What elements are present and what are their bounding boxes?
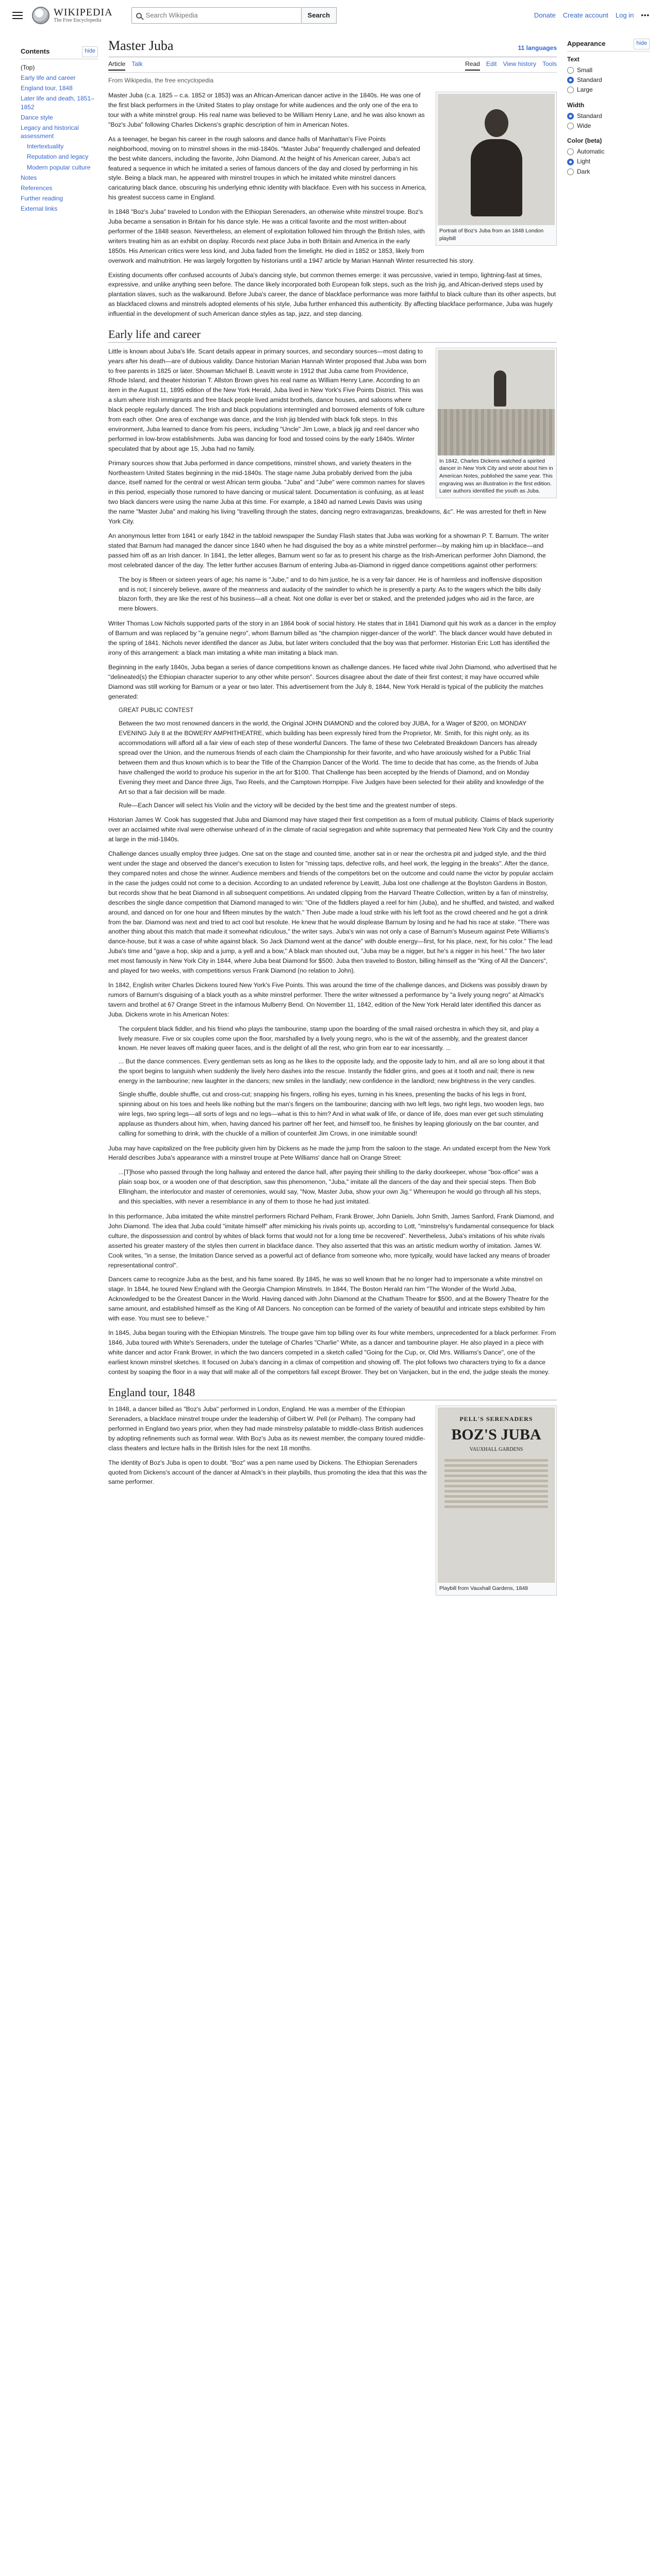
donate-link[interactable]: Donate bbox=[534, 11, 556, 19]
toc-item[interactable]: Reputation and legacy bbox=[27, 153, 89, 161]
toc-item[interactable]: Legacy and historical assessment bbox=[21, 124, 79, 140]
search-form bbox=[131, 7, 337, 24]
body-paragraph: An anonymous letter from 1841 or early 1842 in the tabloid newspaper the Sunday Flash states that Juba was working for a showman P. T. Barnum. The writer stated that Barnum had managed the dancer since 1840 when he had disguised the boy as a white minstrel performer—by making him up in blackface—and passed him off as an Irish dancer. In 1841, the letter alleges, Barnum went so far as to present his charge as the Irish-American performer John Diamond, the most celebrated dancer of the day. The letter further accuses Barnum of entering Juba-as-Diamond in rigged dance competitions against other performers: bbox=[108, 532, 549, 569]
text-size-label: Text bbox=[567, 55, 580, 63]
intro-paragraph: Existing documents offer confused accounts of Juba's dancing style, but common themes emerge: it was percussive, varied in tempo, lightning-fast at times, expressive, and unlike anything seen before. The dance likely incorporated both European folk steps, such as the Irish jig, and African-derived steps used by plantation slaves, such as the walkaround. Before Juba's career, the dance of blackface performance was more faithful to black culture than its other aspects, but as blackfaced clowns and minstrels adopted elements of his style, Juba further enhanced this authenticity. By affecting blackface performance, Juba was hugely influential in the development of such American dance styles as tap, jazz, and step dancing. bbox=[108, 271, 556, 318]
body-paragraph: Beginning in the early 1840s, Juba began a series of dance competitions known as challenge dances. He faced white rival John Diamond, who advertised that he "delineated(s) the Ethiopian character superior to any other white person". Sources disagree about the date of their first contest; it may have occurred while Diamond was still working for Barnum or a year or two later. This advertisement from the July 8, 1844, New York Herald is typical of the publicity the matches generated: bbox=[108, 663, 557, 700]
globe-icon bbox=[32, 7, 49, 24]
width-option[interactable] bbox=[567, 111, 650, 121]
width-option-label: Wide bbox=[577, 122, 591, 129]
poster-line-3: VAUXHALL GARDENS bbox=[469, 1447, 523, 1453]
blockquote-herald bbox=[119, 1167, 547, 1207]
toc-item[interactable]: Later life and death, 1851–1852 bbox=[21, 95, 94, 111]
body-paragraph: Writer Thomas Low Nichols supported parts of the story in an 1864 book of social history. He states that in 1841 Diamond quit his work as a dancer in the employ of Barnum and was replaced by "a genuine negro", whom Barnum billed as "the champion nigger-dancer of the world". The black dancer would have debuted in the spring of 1841. Nichols never identified the dancer as Juba, but later writers concluded that the boy was that performer. Historian Eric Lott has identified the irony of this arrangement: a black man imitating a white man imitating a black man. bbox=[108, 620, 556, 656]
body-paragraph: Little is known about Juba's life. Scant details appear in primary sources, and secondary sources—most dating to years after his death—are of dubious validity. Dance historian Marian Hannah Winter proposed that Juba was born to free parents in 1825 or later. Showman Michael B. Leavitt wrote in 1912 that Juba came from Providence, Rhode Island, and theater historian T. Allston Brown gives his real name as William Henry Lane. According to an item in the August 11, 1895 edition of the New York Herald, Juba lived in New York's Five Points District. This was a slum where Irish immigrants and free black people lived amidst brothels, dance houses, and saloons where black people regularly danced. The Irish and black populations intermingled and borrowed elements of folk culture from each other. One area of exchange was dance, and the Irish jig blended with black folk steps. In this environment, Juba learned to dance from his peers, including "Uncle" Jim Lowe, a black jig and reel dancer who performed in low-brow establishments. Juba was dancing for food and tossed coins by the early 1840s. Winter speculated that by about age 15, Juba had no family. bbox=[108, 347, 426, 452]
portrait-image[interactable] bbox=[438, 94, 555, 225]
body-paragraph: In 1848, a dancer billed as "Boz's Juba" performed in London, England. He was a member of the Ethiopian Serenaders, a blackface minstrel troupe under the leadership of Gilbert W. Pell (or Pelham). The company had performed in England two years prior, when they had made minstrelsy palatable to middle-class British audiences by adopting refinements such as formal wear. With Boz's Juba as its newest member, the company toured middle-class theaters and lecture halls in the British Isles for the next 18 months. bbox=[108, 1405, 425, 1452]
dickens-figure bbox=[436, 348, 557, 498]
create-account-link[interactable]: Create account bbox=[562, 11, 608, 19]
color-option-label: Light bbox=[577, 158, 591, 165]
toc-item[interactable]: Early life and career bbox=[21, 74, 76, 81]
width-label: Width bbox=[567, 101, 585, 109]
table-of-contents bbox=[21, 46, 98, 214]
more-options-icon[interactable]: ••• bbox=[641, 11, 650, 19]
logo-tagline: The Free Encyclopedia bbox=[54, 18, 102, 23]
main-menu-icon[interactable] bbox=[12, 12, 23, 19]
section-heading-early-life: Early life and career bbox=[108, 327, 557, 343]
toc-item[interactable]: Intertextuality bbox=[27, 143, 64, 150]
toc-item[interactable]: Dance style bbox=[21, 113, 53, 121]
radio-icon[interactable] bbox=[567, 168, 574, 175]
languages-button[interactable]: 11 languages bbox=[518, 44, 557, 52]
engraving-caption: In 1842, Charles Dickens watched a spirited dancer in New York City and wrote about him in American Notes, published the same year. This engraving was an illustration in the first edition. Later authors identified the youth as Juba. bbox=[439, 457, 553, 495]
quote-text: The boy is fifteen or sixteen years of age; his name is "Jube," and to do him justice, he is a very fair dancer. He is of harmless and inoffensive disposition and is not; I sincerely believe, aware of the meanness and audacity of the swindler to which he is presently a party. As to the wagers which the bills daily blazon forth, they are like the rest of his business—all a cheat. Not one dollar is ever bet or staked, and the pretended judges who aid in the farce, are mere blowers. bbox=[119, 575, 542, 613]
tab-article[interactable]: Article bbox=[108, 59, 125, 71]
search-button[interactable]: Search bbox=[302, 7, 337, 24]
blockquote-contest bbox=[119, 706, 547, 810]
text-size-option[interactable] bbox=[567, 85, 650, 95]
radio-icon[interactable] bbox=[567, 123, 574, 129]
playbill-image[interactable] bbox=[438, 1408, 555, 1583]
tab-talk[interactable]: Talk bbox=[131, 60, 143, 67]
toc-item[interactable]: (Top) bbox=[21, 63, 35, 71]
text-size-option-label: Large bbox=[577, 86, 593, 94]
site-sub: From Wikipedia, the free encyclopedia bbox=[108, 76, 214, 84]
intro-paragraph: Master Juba (c.a. 1825 – c.a. 1852 or 1853) was an African-American dancer active in the 1840s. He was one of the first black performers in the United States to play onstage for white audiences and the only one of the era to tour with a white minstrel group. His real name was believed to be William Henry Lane, and he was also known as "Boz's Juba" following Charles Dickens's graphic description of him in American Notes. bbox=[108, 92, 425, 128]
wikipedia-logo[interactable] bbox=[32, 7, 113, 24]
page-title-row bbox=[108, 37, 557, 57]
poster-line-2: BOZ'S JUBA bbox=[451, 1426, 541, 1444]
body-paragraph: Juba may have capitalized on the free publicity given him by Dickens as he made the jump from the saloon to the stage. An undated excerpt from the New York Herald describes Juba's appearance with a minstrel troupe at Pete Williams' dance hall on Orange Street: bbox=[108, 1144, 551, 1162]
body-paragraph: Challenge dances usually employ three judges. One sat on the stage and counted time, another sat in or near the orchestra pit and judged style, and the third went under the stage and observed the dancer's execution to listen for "missing taps, defective rolls, and heel work, the legging in the breaks". After the dance, they compared notes and chose the winner. Audience members and friends of the competitors bet on the outcome and could name the victor by popular acclaim in the case the judges could not come to a decision. According to an undated reference by Leavitt, Juba lost one challenge at the Boylston Gardens in Boston, but records show that he beat Diamond in all subsequent competitions. An undated clipping from the Harvard Theatre Collection, written by a fan of minstrelsy, describes the single dance competition that Diamond managed to win: "One of the fiddlers played a reel for him (Juba), and he shuffled, and twisted, and walked around, and danced on for one hour and fifteen minutes by the watch." Then Jube made a loud strike with his left foot as the crowd cheered and he got a drink from the bar. Diamond was next and tried to act cool but resolute. He knew that he would displease Barnum by losing and he had his race at stake. "There was another thing about this match that made it somewhat ridiculous," the writer says. Juba's win was not only a case of Barnum's Museum against Pete Williams's dance-house, but it was a case of white against black. So Jack Diamond went at the dance" with double energy—first, for his place, next, for his color." The lead Juba's time and "gave a hop, skip and a jump, a yell and a bow," A black man shouted out, "Juba may be a nigger, but he's a nigger in his heel." The two later met most famously in New York City in 1844, where Juba beat Diamond for $500. Juba then traveled to Boston, billing himself as the "King of All the Dancers", and played for two weeks, with competitions versus Frank Diamond (no relation to John). bbox=[108, 850, 554, 975]
portrait-caption: Portrait of Boz's Juba from an 1848 London playbill bbox=[439, 228, 544, 242]
tab-view-history[interactable]: View history bbox=[503, 60, 536, 67]
blockquote-dickens bbox=[119, 1024, 547, 1139]
search-input[interactable] bbox=[131, 7, 302, 24]
toc-list bbox=[21, 62, 98, 214]
playbill-figure bbox=[436, 1405, 557, 1596]
radio-icon[interactable] bbox=[567, 113, 574, 120]
quote-text: Rule—Each Dancer will select his Violin and the victory will be decided by the best time and the greatest number of steps. bbox=[119, 801, 457, 809]
toc-item[interactable]: References bbox=[21, 184, 53, 192]
quote-text: Between the two most renowned dancers in the world, the Original JOHN DIAMOND and the colored boy JUBA, for a Wager of $200, on MONDAY EVENING July 8 at the BOWERY AMPHITHEATRE, which building has been expressly hired from the Proprietor, Mr. Smith, for this night only, as its accommodations will afford all a fair view of each step of these wonderful Dancers. The fame of these two Celebrated Breakdown Dancers has already spread over the Union, and the numerous friends of each claim the Championship for their favorite, and who have anxiously wished for a Public Trial between them and thus known which is to bear the Title of the Champion Dancer of the World. The time to decide that has come, as the friends of Juba have challenged the world to produce his superior in the art for $100. That Challenge has been accepted by the friends of Diamond, and on Monday Evening they meet and Dance three Jigs, Two Reels, and the Camptown Hornpipe. Five Judges have been selected for their ability and knowledge of the Art so that a fair decision will be made. bbox=[119, 720, 544, 795]
page-title: Master Juba bbox=[108, 38, 174, 53]
log-in-link[interactable]: Log in bbox=[615, 11, 634, 19]
text-size-group bbox=[567, 55, 650, 95]
color-label: Color (beta) bbox=[567, 137, 602, 145]
page-tabs bbox=[108, 57, 557, 73]
site-header bbox=[0, 0, 662, 31]
color-option[interactable] bbox=[567, 157, 650, 166]
quote-text: Single shuffle, double shuffle, cut and cross-cut; snapping his fingers, rolling his eyes, turning in his knees, presenting the backs of his legs in front, spinning about on his toes and heels like nothing but the man's fingers on the tambourine; dancing with two left legs, two right legs, two wooden legs, two wire legs, two spring legs—all sorts of legs and no legs—what is this to him? And in what walk of life, or dance of life, does man ever get such stimulating applause as thunders about him, when, having danced his partner off her feet, and himself too, he finishes by leaping gloriously on the bar counter, and calling for something to drink, with the chuckle of a million of counterfeit Jim Crows, in one inimitable sound! bbox=[119, 1091, 544, 1137]
logo-wordmark: WIKIPEDIA bbox=[54, 7, 113, 18]
toc-item[interactable]: England tour, 1848 bbox=[21, 84, 73, 92]
body-paragraph: Dancers came to recognize Juba as the best, and his fame soared. By 1845, he was so well known that he no longer had to impersonate a white minstrel on stage. In 1844, he toured New England with the Georgia Champion Minstrels. In 1844, The Boston Herald ran him "The Wonder of the World Juba, Acknowledged to be the Greatest Dancer in the World. Having danced with John Diamond at the Chatham Theatre for $500, and at the Bowery Theatre for the same amount, and established himself as the King of All Dancers. No conception can be formed of the variety of beautiful and intricate steps exhibited by him with ease. You must see to believe." bbox=[108, 1276, 549, 1323]
body-paragraph: Primary sources show that Juba performed in dance competitions, minstrel shows, and variety theaters in the Northeastern United States beginning in the mid-1840s. The stage name Juba probably derived from the juba dance, itself named for the central or west African term giouba. "Juba" and "Jube" were common names for slaves in this period, especially those rumored to have dancing or musical talent. Documentation is confusing, as at least two black dancers were using the name Juba at this time. For example, a 1840 ad named Lewis Davis was using the name "Master Juba" and making his living "travelling through the states, dancing negro extravaganzas, breakdowns, &c". He was arrested for theft in New York City. bbox=[108, 459, 547, 526]
text-size-option-label: Standard bbox=[577, 76, 602, 84]
tab-read[interactable]: Read bbox=[465, 59, 480, 71]
appearance-header bbox=[567, 39, 650, 52]
body-paragraph: Historian James W. Cook has suggested that Juba and Diamond may have staged their first competition as a form of mutual publicity. Claims of black superiority over an acclaimed white rival were otherwise unheard of in the climate of racial segregation and white supremacy that permeated New York City and the country at large in the mid-1840s. bbox=[108, 816, 554, 843]
appearance-panel bbox=[567, 39, 650, 182]
radio-icon[interactable] bbox=[567, 77, 574, 83]
portrait-figure bbox=[436, 92, 557, 245]
blockquote-letter bbox=[119, 575, 547, 614]
quote-text: ...[T]hose who passed through the long hallway and entered the dance hall, after paying their shilling to the darky doorkeeper, whose "box-office" was a plain soap box, or a wooden one of that description, saw this phenomenon, "Juba," imitate all the dancers of the day and their special steps. Then Bob Ellingham, the interlocutor and master of ceremonies, would say, "Now, Master Juba, show your own Jig." Whereupon he would go through all his steps, and this specialties, with never a resemblance in any of them to those he had just imitated. bbox=[119, 1168, 541, 1206]
appearance-hide-button[interactable]: hide bbox=[634, 39, 650, 49]
search-icon bbox=[136, 13, 142, 19]
width-option-label: Standard bbox=[577, 112, 602, 120]
article-content bbox=[108, 31, 557, 1601]
quote-text: The corpulent black fiddler, and his friend who plays the tambourine, stamp upon the boarding of the small raised orchestra in which they sit, and play a lively measure. Five or six couples come upon the floor, marshalled by a lively young negro, who is the wit of the assembly, and the greatest dancer known. He never leaves off making queer faces, and is the delight of all the rest, who grin from ear to ear incessantly. ... bbox=[119, 1025, 539, 1052]
color-option-label: Automatic bbox=[577, 148, 605, 156]
width-group bbox=[567, 100, 650, 131]
text-size-option[interactable] bbox=[567, 75, 650, 85]
color-group bbox=[567, 136, 650, 177]
toc-title: Contents bbox=[21, 47, 50, 55]
appearance-title: Appearance bbox=[567, 40, 606, 47]
toc-item[interactable]: Notes bbox=[21, 174, 37, 181]
tab-tools[interactable]: Tools bbox=[542, 60, 557, 67]
body-paragraph: In this performance, Juba imitated the white minstrel performers Richard Pelham, Frank Brower, John Daniels, John Smith, James Sanford, Frank Diamond, and John Diamond. The idea that Juba could "imitate himself" after mimicking his rivals points up, according to Lott, "minstrelsy's fundamental consequence for black culture, the dispossession and control by whites of black forms that would not for a long time be recovered". Nevertheless, Juba's imitations of his white rivals asserted his greater mastery of the styles then current in blackface dance. They also asserted that this was an artistic medium worthy of imitation. James W. Cook writes, "in a sense, the Imitation Dance served as a powerful act of defiance from someone who, more typically, would have lacked any means of broader representational control". bbox=[108, 1213, 554, 1269]
text-size-option-label: Small bbox=[577, 66, 593, 74]
poster-line-1: PELL'S SERENADERS bbox=[459, 1415, 533, 1423]
intro-paragraph: As a teenager, he began his career in the rough saloons and dance halls of Manhattan's Five Points neighborhood, moving on to minstrel shows in the mid-1840s. "Master Juba" frequently challenged and defeated the best white dancers, including the favorite, John Diamond. At the height of his American career, Juba's act featured a sequence in which he imitated a series of famous dancers of the day and closed by performing in his style. Being a black man, he appeared with minstrel troupes in which he imitated white minstrel dancers caricaturing black dance, obscuring his underlying ethnic identity with blackface. Even with his success in America, his greatest success came in England. bbox=[108, 135, 427, 201]
radio-icon[interactable] bbox=[567, 148, 574, 155]
toc-hide-button[interactable]: hide bbox=[82, 46, 98, 57]
toc-item[interactable]: Modern popular culture bbox=[27, 163, 91, 171]
engraving-image[interactable] bbox=[438, 350, 555, 455]
toc-item[interactable]: External links bbox=[21, 205, 58, 213]
tab-edit[interactable]: Edit bbox=[486, 60, 497, 67]
color-option[interactable] bbox=[567, 167, 650, 177]
intro-paragraph: In 1848 "Boz's Juba" traveled to London with the Ethiopian Serenaders, an otherwise white minstrel troupe. Boz's Juba became a sensation in Britain for his dance style. He was a critical favorite and the most written-about performer of the 1848 season. Nevertheless, an element of exploitation followed him through the British Isles, with writers treating him as an exhibit on display. Records next place Juba in both Britain and America in the early 1850s. His American critics were less kind, and Juba faded from the limelight. He died in 1852 or 1853, likely from overwork and malnutrition. He was largely forgotten by historians until a 1947 article by Marian Hannah Winter resurrected his story. bbox=[108, 208, 474, 264]
playbill-caption: Playbill from Vauxhall Gardens, 1848 bbox=[439, 1585, 528, 1592]
body-paragraph: The identity of Boz's Juba is open to doubt. "Boz" was a pen name used by Dickens. The Ethiopian Serenaders quoted from Dickens's account of the dancer at Almack's in their playbills, thus promoting the idea that this was the same performer. bbox=[108, 1459, 427, 1486]
body-paragraph: In 1842, English writer Charles Dickens toured New York's Five Points. This was around the time of the challenge dances, and Dickens was possibly drawn by rumors of Barnum's disguising of a black youth as a white minstrel performer. There the writer witnessed a performance by "a lively young negro" at Almack's tavern and brothel at 67 Orange Street in the infamous Mulberry Bend. On November 11, 1842, edition of the New York Herald later identified this dancer as Juba. Dickens wrote in his American Notes: bbox=[108, 981, 548, 1018]
radio-icon[interactable] bbox=[567, 159, 574, 165]
quote-title: GREAT PUBLIC CONTEST bbox=[119, 707, 194, 714]
body-paragraph: In 1845, Juba began touring with the Ethiopian Minstrels. The troupe gave him top billing over its four white members, unprecedented for a black performer. From 1846, Juba toured with White's Serenaders, under the tutelage of Charles "Charlie" White, as a dancer and tambourine player. He also played in a piece with white dancer and actor Frank Brower, in which the two dancers competed in a sketch called "Going for the Cup, or, Old Mrs. Williams's Dance", one of the earliest known minstrel sketches. It focused on Juba's dancing in a climax of competition and showing off. The plot follows two characters trying to fix a dance contest by soaping the floor in a way that will make all of the competitors fall except Brower. They bet on Vanjacken, but in the end, the judge steals the money. bbox=[108, 1329, 556, 1376]
color-option-label: Dark bbox=[577, 167, 590, 175]
color-option[interactable] bbox=[567, 147, 650, 157]
section-heading-england-tour: England tour, 1848 bbox=[108, 1385, 557, 1401]
radio-icon[interactable] bbox=[567, 67, 574, 74]
user-links bbox=[534, 10, 650, 21]
text-size-option[interactable] bbox=[567, 65, 650, 75]
toc-header bbox=[21, 46, 98, 59]
radio-icon[interactable] bbox=[567, 87, 574, 93]
width-option[interactable] bbox=[567, 121, 650, 131]
search-placeholder: Search Wikipedia bbox=[145, 11, 198, 19]
quote-text: ... But the dance commences. Every gentleman sets as long as he likes to the opposite lady, and the opposite lady to him, and all are so long about it that the sport begins to languish when suddenly the lively hero dashes into the rescue. Instantly the fiddler grins, and goes at it tooth and nail; there is new energy in the tambourine; new laughter in the dancers; new smiles in the landlady; new confidence in the landlord; new brightness in the very candles. bbox=[119, 1058, 545, 1085]
toc-item[interactable]: Further reading bbox=[21, 195, 63, 202]
